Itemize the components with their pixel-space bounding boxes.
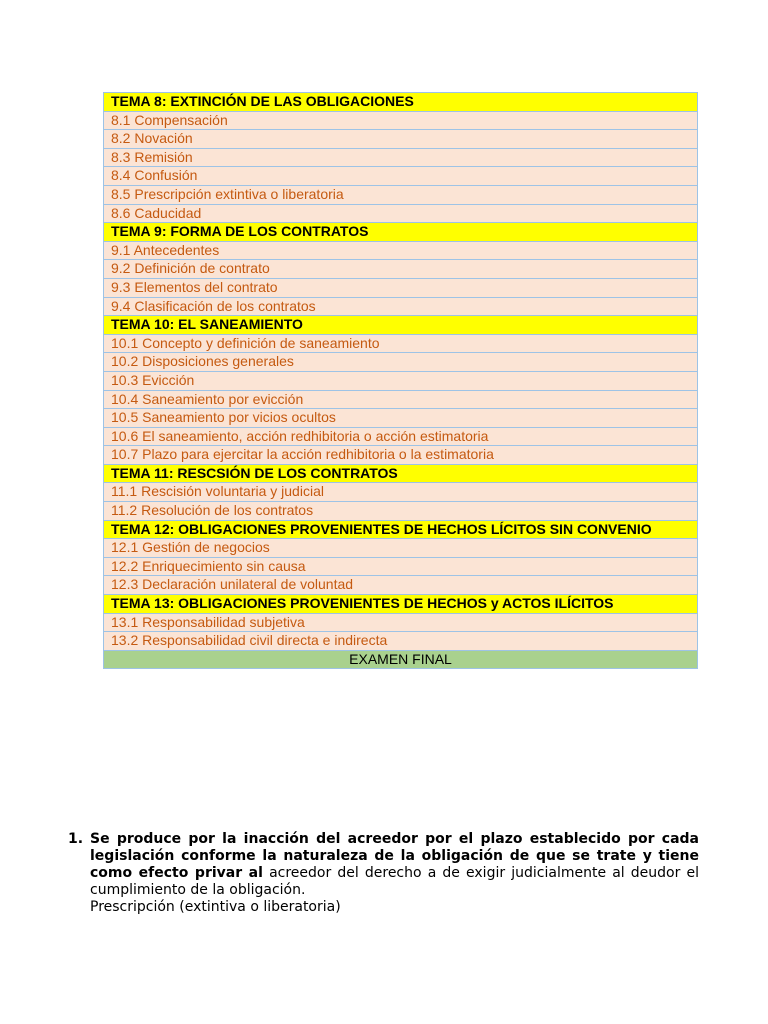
subtopic-label: 9.2 Definición de contrato (104, 260, 698, 279)
topic-heading: TEMA 8: EXTINCIÓN DE LAS OBLIGACIONES (104, 93, 698, 112)
subtopic-row (104, 185, 698, 204)
subtopic-label: 12.3 Declaración unilateral de voluntad (104, 576, 698, 595)
topic-heading-row (104, 223, 698, 242)
subtopic-row (104, 148, 698, 167)
topic-heading: TEMA 11: RESCSIÓN DE LOS CONTRATOS (104, 464, 698, 483)
topic-heading-row (104, 93, 698, 112)
subtopic-row (104, 409, 698, 428)
subtopic-row (104, 632, 698, 651)
topic-heading: TEMA 12: OBLIGACIONES PROVENIENTES DE HECHOS LÍCITOS SIN CONVENIO (104, 520, 698, 539)
subtopic-row (104, 483, 698, 502)
subtopic-row (104, 204, 698, 223)
subtopic-row (104, 241, 698, 260)
topic-heading: TEMA 10: EL SANEAMIENTO (104, 316, 698, 335)
subtopic-label: 8.4 Confusión (104, 167, 698, 186)
syllabus-body (104, 93, 698, 669)
final-exam-label: EXAMEN FINAL (104, 650, 698, 669)
subtopic-row (104, 111, 698, 130)
final-exam-row (104, 650, 698, 669)
subtopic-label: 10.4 Saneamiento por evicción (104, 390, 698, 409)
topic-heading-row (104, 316, 698, 335)
question-text (90, 831, 699, 899)
subtopic-row (104, 130, 698, 149)
subtopic-row (104, 613, 698, 632)
subtopic-label: 8.2 Novación (104, 130, 698, 149)
subtopic-label: 12.2 Enriquecimiento sin causa (104, 557, 698, 576)
subtopic-label: 13.1 Responsabilidad subjetiva (104, 613, 698, 632)
subtopic-row (104, 539, 698, 558)
subtopic-label: 8.1 Compensación (104, 111, 698, 130)
subtopic-label: 9.4 Clasificación de los contratos (104, 297, 698, 316)
question-answer: Prescripción (extintiva o liberatoria) (90, 899, 341, 915)
subtopic-label: 8.3 Remisión (104, 148, 698, 167)
subtopic-label: 12.1 Gestión de negocios (104, 539, 698, 558)
subtopic-row (104, 260, 698, 279)
question-number: 1. (68, 831, 84, 847)
topic-heading: TEMA 13: OBLIGACIONES PROVENIENTES DE HECHOS y ACTOS ILÍCITOS (104, 595, 698, 614)
subtopic-row (104, 167, 698, 186)
subtopic-row (104, 390, 698, 409)
topic-heading-row (104, 520, 698, 539)
subtopic-label: 10.2 Disposiciones generales (104, 353, 698, 372)
subtopic-label: 10.5 Saneamiento por vicios ocultos (104, 409, 698, 428)
subtopic-label: 9.3 Elementos del contrato (104, 278, 698, 297)
subtopic-label: 8.6 Caducidad (104, 204, 698, 223)
subtopic-row (104, 576, 698, 595)
subtopic-row (104, 427, 698, 446)
subtopic-label: 9.1 Antecedentes (104, 241, 698, 260)
subtopic-label: 11.1 Rescisión voluntaria y judicial (104, 483, 698, 502)
subtopic-label: 8.5 Prescripción extintiva o liberatoria (104, 185, 698, 204)
question-bold-text: Se produce por la inacción del acreedor por el plazo establecido por cada legislación conforme la naturaleza de la obligación de que se trate y tiene como efecto privar al (90, 831, 699, 881)
topic-heading-row (104, 464, 698, 483)
question-normal-text: acreedor del derecho a de exigir judicialmente al deudor el cumplimiento de la obligación. (90, 865, 699, 898)
subtopic-row (104, 446, 698, 465)
subtopic-row (104, 353, 698, 372)
subtopic-label: 10.7 Plazo para ejercitar la acción redhibitoria o la estimatoria (104, 446, 698, 465)
subtopic-label: 10.6 El saneamiento, acción redhibitoria o acción estimatoria (104, 427, 698, 446)
topic-heading: TEMA 9: FORMA DE LOS CONTRATOS (104, 223, 698, 242)
subtopic-row (104, 334, 698, 353)
subtopic-row (104, 502, 698, 521)
subtopic-label: 13.2 Responsabilidad civil directa e indirecta (104, 632, 698, 651)
subtopic-row (104, 278, 698, 297)
subtopic-label: 10.1 Concepto y definición de saneamiento (104, 334, 698, 353)
syllabus-table (103, 92, 698, 669)
subtopic-row (104, 297, 698, 316)
question-block (68, 831, 699, 916)
subtopic-label: 11.2 Resolución de los contratos (104, 502, 698, 521)
subtopic-label: 10.3 Evicción (104, 371, 698, 390)
subtopic-row (104, 557, 698, 576)
subtopic-row (104, 371, 698, 390)
topic-heading-row (104, 595, 698, 614)
